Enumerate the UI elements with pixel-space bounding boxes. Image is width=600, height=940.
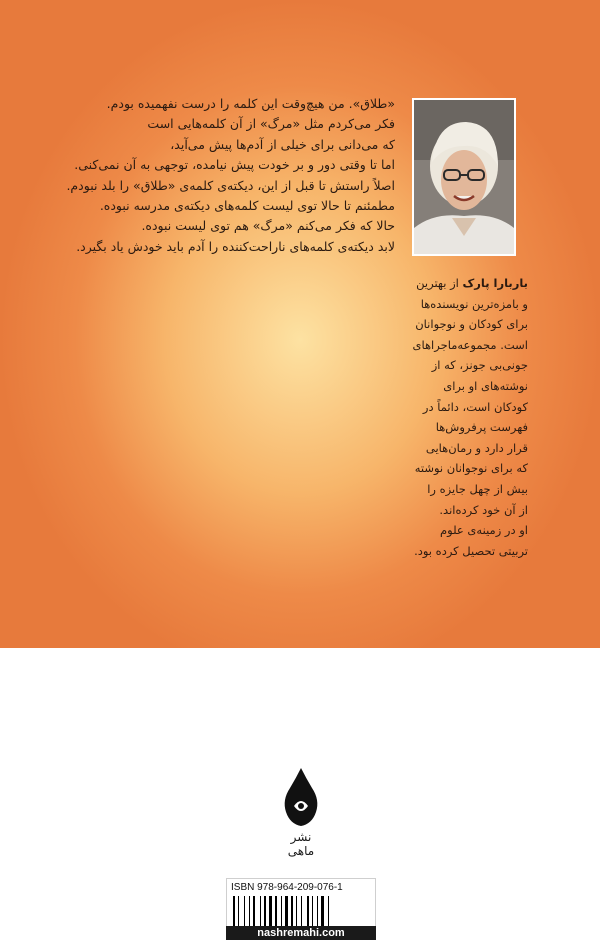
publisher-logo — [276, 766, 326, 860]
author-name: باربارا پارک — [462, 276, 528, 290]
bio-line: برای کودکان و نوجوانان — [415, 317, 528, 332]
bio-line: که برای نوجوانان نوشته — [414, 461, 528, 476]
bio-line: جونی‌بی جونز، که از — [431, 358, 528, 373]
bio-line: فهرست پرفروش‌ها — [435, 420, 528, 435]
excerpt-line: مطمئنم تا حالا توی لیست کلمه‌های دیکته‌ی مدرسه نبوده. — [99, 198, 395, 214]
excerpt-line: لابد دیکته‌ی کلمه‌های ناراحت‌کننده را آدم باید خودش یاد بگیرد. — [76, 238, 395, 254]
author-bio — [398, 273, 528, 561]
bio-line: بیش از چهل جایزه را — [427, 481, 528, 496]
bio-line: نوشته‌های او برای — [443, 378, 528, 393]
bio-line: کودکان است، دائماً در — [422, 399, 528, 414]
author-photo — [412, 98, 516, 256]
bio-line: از بهترین — [416, 276, 463, 290]
back-cover-excerpt — [35, 94, 395, 257]
isbn-number: ISBN 978-964-209-076-1 — [231, 882, 343, 893]
author-portrait-image — [414, 100, 514, 254]
excerpt-line: اصلاً راستش تا قبل از این، دیکته‌ی کلمه‌ی «طلاق» را بلد نبودم. — [66, 177, 395, 193]
fish-logo-icon — [276, 766, 326, 828]
excerpt-line: اما تا وقتی دور و بر خودت پیش نیامده، توجهی به آن نمی‌کنی. — [74, 157, 395, 173]
bio-line: او در زمینه‌ی علوم — [440, 523, 528, 538]
bio-line: از آن خود کرده‌اند. — [439, 502, 528, 517]
bio-line: قرار دارد و رمان‌هایی — [425, 440, 528, 455]
bio-line: و بامزه‌ترین نویسنده‌ها — [420, 296, 528, 311]
excerpt-line: حالا که فکر می‌کنم «مرگ» هم توی لیست نبوده. — [141, 218, 395, 234]
bio-first-line — [398, 273, 528, 294]
bio-line: تربیتی تحصیل کرده بود. — [414, 543, 528, 558]
excerpt-line: که می‌دانی برای خیلی از آدم‌ها پیش می‌آید، — [170, 136, 395, 152]
publisher-website: nashremahi.com — [226, 926, 376, 940]
bio-line: است. مجموعه‌ماجراهای — [412, 337, 528, 352]
excerpt-line: فکر می‌کردم مثل «مرگ» از آن کلمه‌هایی است — [147, 116, 395, 132]
publisher-name: نشر ماهی — [287, 830, 315, 858]
excerpt-line: «طلاق». من هیچ‌وقت این کلمه را درست نفهمیده بودم. — [106, 96, 395, 111]
